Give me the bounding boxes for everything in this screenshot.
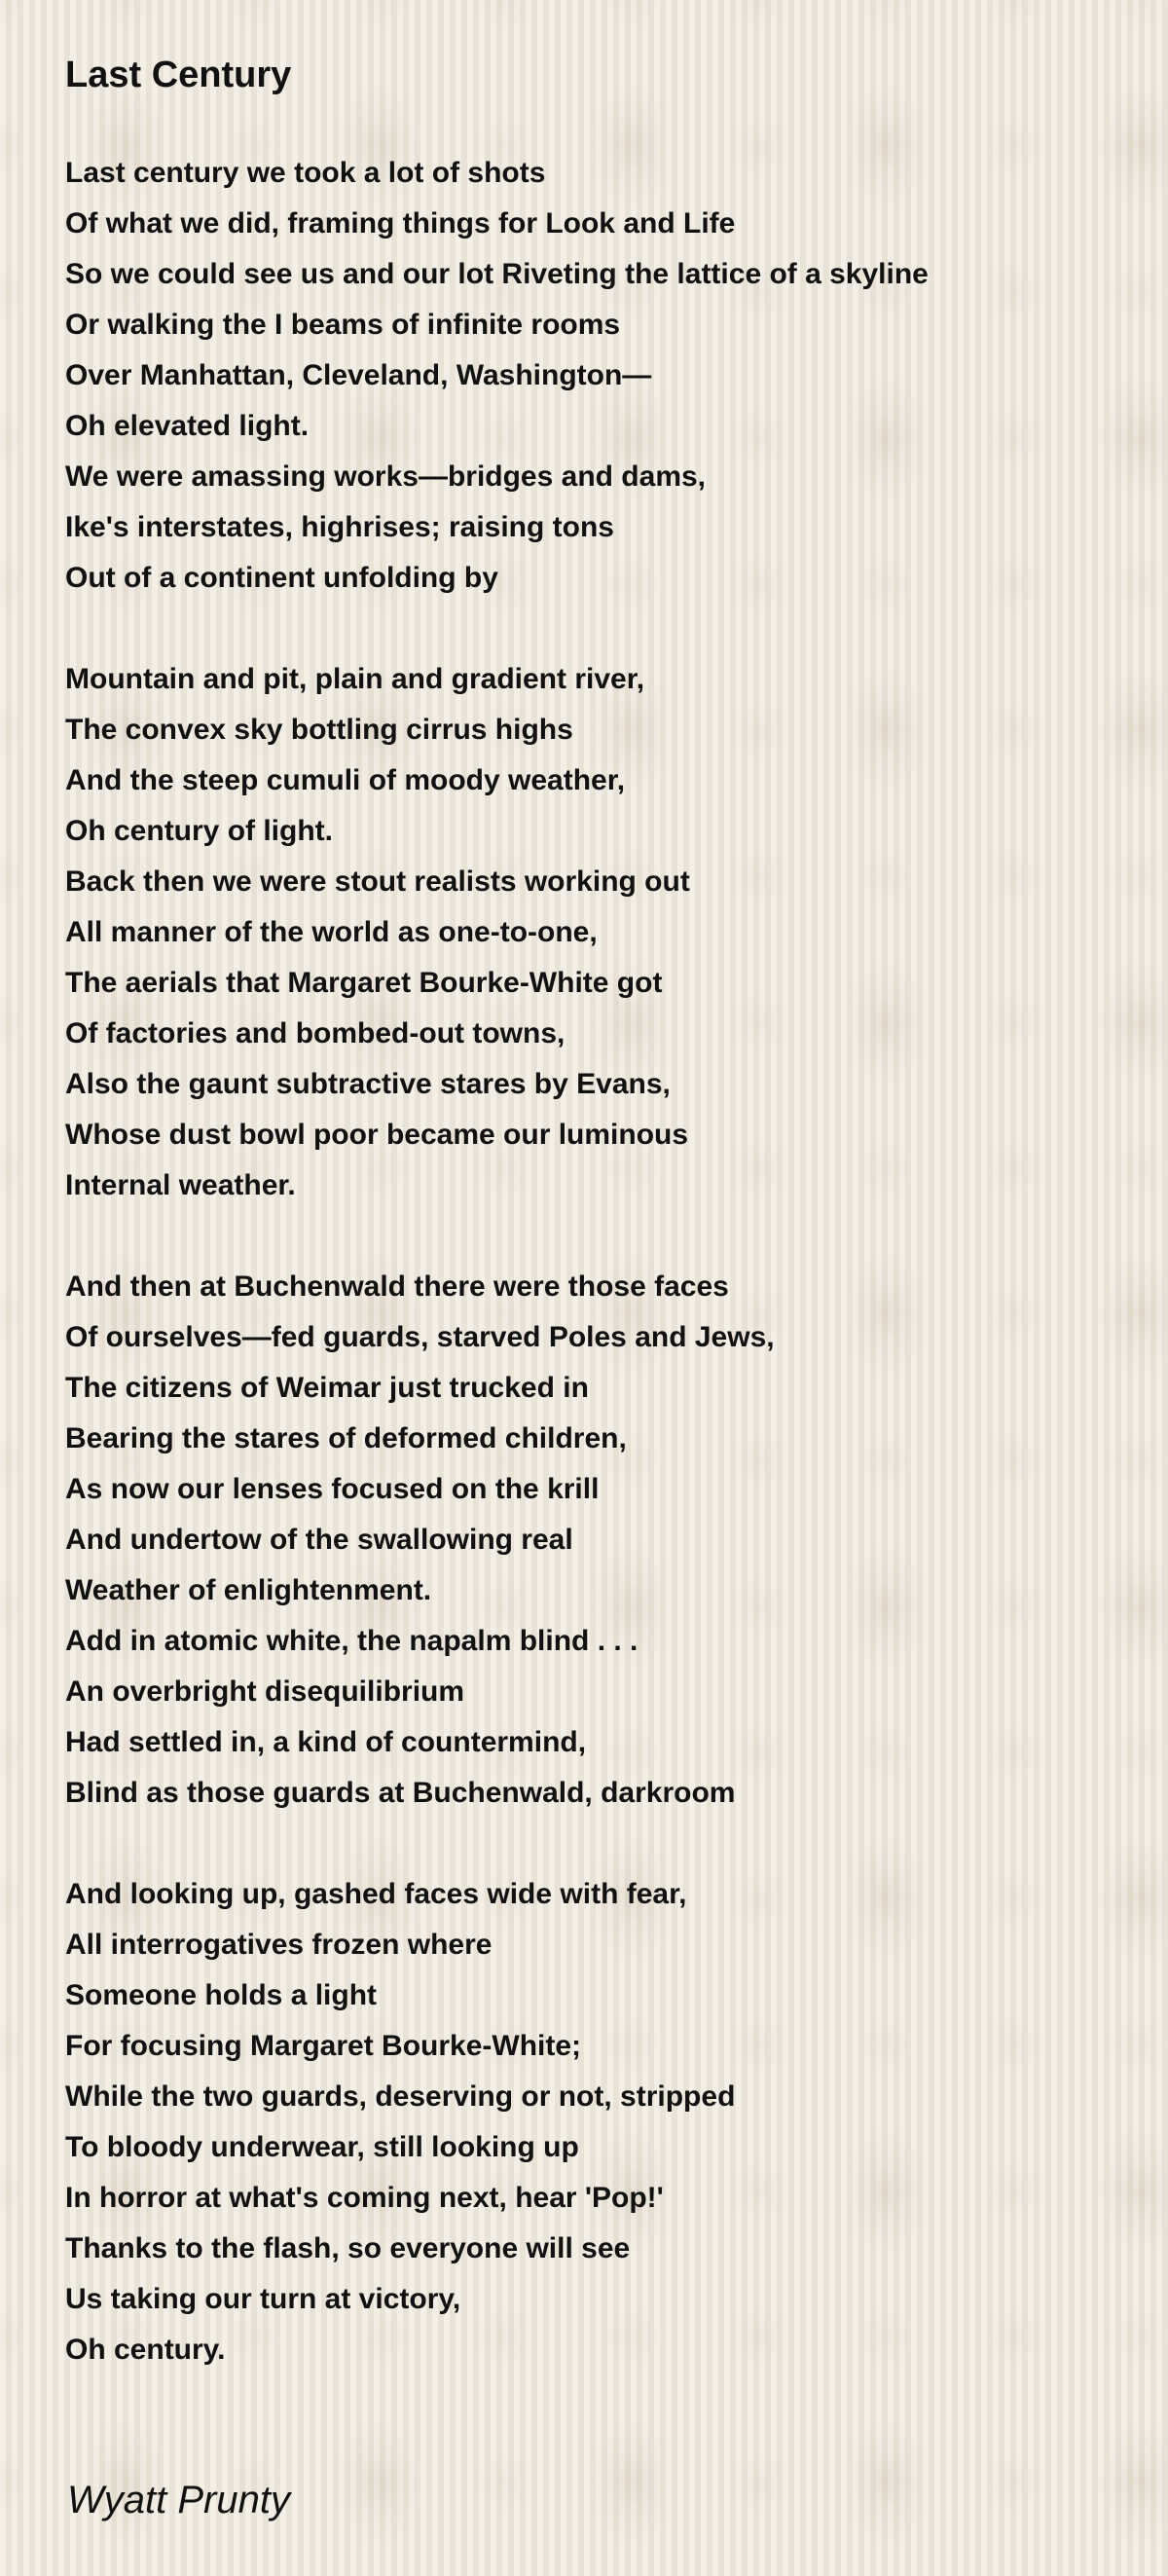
poem-line: Had settled in, a kind of countermind, [65,1726,587,1758]
poem-line: Us taking our turn at victory, [65,2283,461,2315]
poem-line: Of factories and bombed-out towns, [65,1017,566,1049]
poem-line: Bearing the stares of deformed children, [65,1422,627,1454]
poem-line: The citizens of Weimar just trucked in [65,1372,589,1404]
poem-line: Oh elevated light. [65,410,310,442]
poem-line: Oh century of light. [65,815,333,847]
poem-title: Last Century [65,55,292,95]
poem-line: Of ourselves—fed guards, starved Poles and Jews, [65,1321,775,1353]
poem-line: Last century we took a lot of shots [65,157,546,189]
stanza-4 [65,1869,1136,2375]
poem-line: Back then we were stout realists working out [65,865,690,898]
poem-line: Add in atomic white, the napalm blind . . . [65,1625,639,1657]
stanza-3 [65,1262,1136,1819]
poem-line: For focusing Margaret Bourke-White; [65,2030,582,2062]
poem-line: Thanks to the flash, so everyone will see [65,2232,631,2264]
poem-line: And the steep cumuli of moody weather, [65,764,626,796]
poem-line: Also the gaunt subtractive stares by Evans, [65,1068,671,1100]
stanza-1 [65,148,1136,604]
poem-line: Or walking the I beams of infinite rooms [65,309,621,341]
poem-line: Out of a continent unfolding by [65,562,498,594]
poem-line: All interrogatives frozen where [65,1929,493,1961]
poem-line: Someone holds a light [65,1979,378,2011]
poem-line: The aerials that Margaret Bourke-White got [65,967,663,999]
stanza-2 [65,654,1136,1211]
poem-line: All manner of the world as one-to-one, [65,916,598,948]
poem-line: Whose dust bowl poor became our luminous [65,1119,689,1151]
poem-line: Internal weather. [65,1169,296,1201]
poem-line: In horror at what's coming next, hear 'Pop!' [65,2182,664,2214]
poem-line: So we could see us and our lot Riveting the lattice of a skyline [65,258,929,290]
poem-line: Oh century. [65,2334,226,2366]
poem-line: We were amassing works—bridges and dams, [65,460,707,493]
poem-line: Over Manhattan, Cleveland, Washington— [65,359,652,391]
poem-line: While the two guards, deserving or not, stripped [65,2080,736,2113]
poem-line: Of what we did, framing things for Look and Life [65,207,736,239]
poem-line: And looking up, gashed faces wide with fear, [65,1878,687,1910]
poem-line: Blind as those guards at Buchenwald, darkroom [65,1777,736,1809]
poem-author: Wyatt Prunty [67,2479,290,2521]
poem-line: To bloody underwear, still looking up [65,2131,579,2163]
poem-line: The convex sky bottling cirrus highs [65,714,573,746]
poem-line: And undertow of the swallowing real [65,1524,573,1556]
poem-container [65,51,1136,2426]
poem-line: As now our lenses focused on the krill [65,1473,600,1505]
poem-line: Weather of enlightenment. [65,1574,432,1606]
poem-line: Ike's interstates, highrises; raising tons [65,511,614,543]
poem-line: Mountain and pit, plain and gradient river, [65,663,645,695]
poem-line: And then at Buchenwald there were those faces [65,1270,729,1303]
poem-line: An overbright disequilibrium [65,1675,465,1708]
